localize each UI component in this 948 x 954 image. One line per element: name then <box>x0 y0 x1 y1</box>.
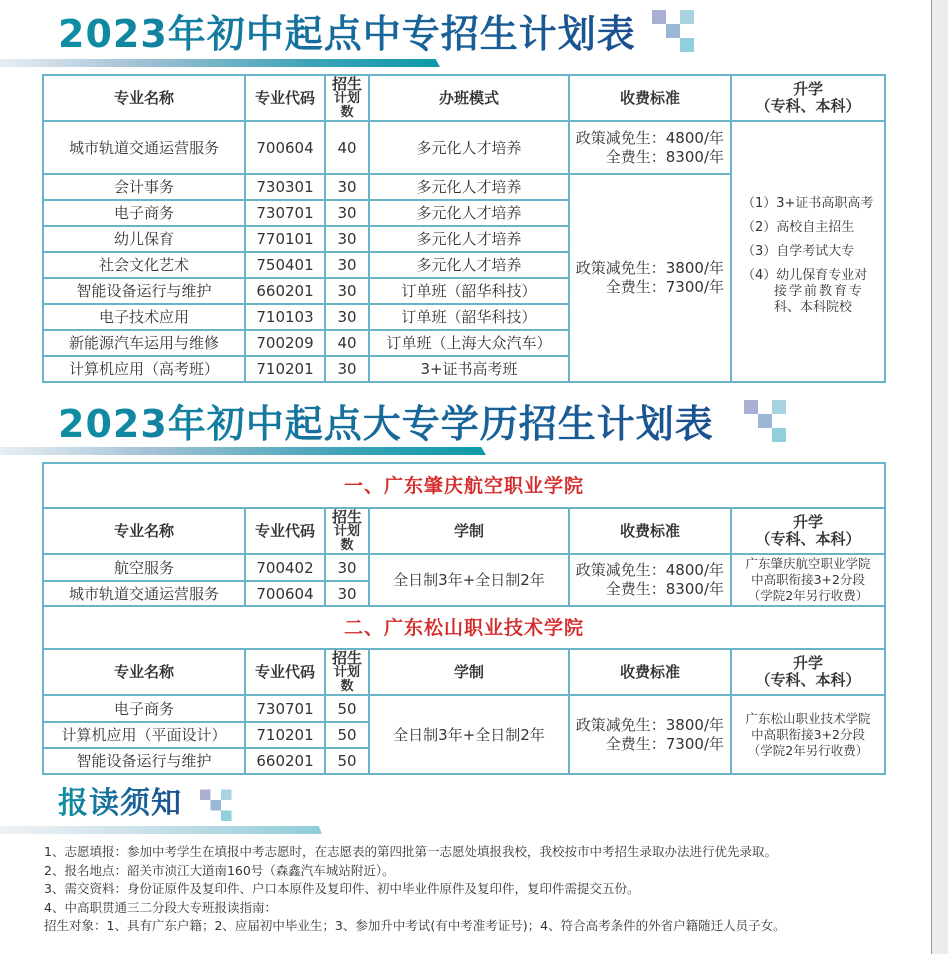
note-item: 1、志愿填报：参加中考学生在填报中考志愿时，在志愿表的第四批第一志愿处填报我校，我校按市中考招生录取办法进行优先录取。 <box>44 844 777 859</box>
table-row <box>43 695 885 722</box>
header-study-system: 学制 <box>369 649 569 695</box>
viewer-margin <box>933 0 948 954</box>
major-code: 710201 <box>245 722 325 748</box>
secondary-plan-table <box>42 74 886 383</box>
major-name: 计算机应用（平面设计） <box>43 722 245 748</box>
enroll-count: 30 <box>325 304 369 330</box>
note-item: 2、报名地点：韶关市浈江大道南160号（森鑫汽车城站附近）。 <box>44 862 395 878</box>
school-name: 二、广东松山职业技术学院 <box>43 606 885 649</box>
header-advancement: 升学 （专科、本科） <box>731 649 885 695</box>
enrollment-notes <box>44 843 786 936</box>
enroll-count: 30 <box>325 278 369 304</box>
major-code: 700604 <box>245 581 325 606</box>
title-underline-bar <box>0 447 486 455</box>
major-code: 700209 <box>245 330 325 356</box>
table-header-row <box>43 75 885 121</box>
title-underline-bar <box>0 59 440 67</box>
major-code: 730701 <box>245 695 325 722</box>
header-fee: 收费标准 <box>569 75 731 121</box>
major-name: 电子技术应用 <box>43 304 245 330</box>
major-name: 幼儿保育 <box>43 226 245 252</box>
major-name: 智能设备运行与维护 <box>43 748 245 774</box>
section3-title: 报读须知 <box>58 786 182 821</box>
college-plan-table <box>42 462 886 775</box>
decorative-squares-icon <box>200 788 236 824</box>
major-name: 航空服务 <box>43 554 245 581</box>
header-major-name: 专业名称 <box>43 508 245 554</box>
header-major-name: 专业名称 <box>43 649 245 695</box>
class-mode: 多元化人才培养 <box>369 252 569 278</box>
major-name: 社会文化艺术 <box>43 252 245 278</box>
advancement-info: 广东松山职业技术学院 中高职衔接3+2分段 （学院2年另行收费） <box>731 695 885 774</box>
study-system: 全日制3年+全日制2年 <box>369 695 569 774</box>
major-code: 700604 <box>245 121 325 174</box>
class-mode: 订单班（韶华科技） <box>369 278 569 304</box>
enroll-count: 30 <box>325 554 369 581</box>
header-enroll-count: 招生 计划数 <box>325 649 369 695</box>
table-row <box>43 554 885 581</box>
study-system: 全日制3年+全日制2年 <box>369 554 569 606</box>
major-code: 730701 <box>245 200 325 226</box>
enroll-count: 40 <box>325 330 369 356</box>
enroll-count: 30 <box>325 252 369 278</box>
major-name: 电子商务 <box>43 200 245 226</box>
fee-standard: 政策减免生：4800/年 全费生：8300/年 <box>569 121 731 174</box>
table-header-row <box>43 508 885 554</box>
advancement-paths: （1）3+证书高职高考 （2）高校自主招生 （3）自学考试大专 （4）幼儿保育专业对 接学前教育专 科、本科院校 <box>731 121 885 382</box>
fee-standard: 政策减免生：3800/年 全费生：7300/年 <box>569 695 731 774</box>
enroll-count: 50 <box>325 748 369 774</box>
decorative-squares-icon <box>652 8 700 56</box>
advancement-info: 广东肇庆航空职业学院 中高职衔接3+2分段 （学院2年另行收费） <box>731 554 885 606</box>
major-code: 700402 <box>245 554 325 581</box>
major-code: 710103 <box>245 304 325 330</box>
class-mode: 订单班（韶华科技） <box>369 304 569 330</box>
header-fee: 收费标准 <box>569 508 731 554</box>
major-name: 城市轨道交通运营服务 <box>43 581 245 606</box>
table-row <box>43 121 885 174</box>
major-name: 电子商务 <box>43 695 245 722</box>
school-name: 一、广东肇庆航空职业学院 <box>43 463 885 508</box>
note-item: 3、需交资料：身份证原件及复印件、户口本原件及复印件、初中毕业件原件及复印件，复印件需提交五份。 <box>44 881 640 896</box>
major-code: 660201 <box>245 748 325 774</box>
fee-standard: 政策减免生：4800/年 全费生：8300/年 <box>569 554 731 606</box>
class-mode: 多元化人才培养 <box>369 226 569 252</box>
section2-title: 2023年初中起点大专学历招生计划表 <box>58 402 714 446</box>
header-major-code: 专业代码 <box>245 508 325 554</box>
major-name: 会计事务 <box>43 174 245 200</box>
header-enroll-count: 招生 计划数 <box>325 508 369 554</box>
enroll-count: 30 <box>325 200 369 226</box>
major-name: 城市轨道交通运营服务 <box>43 121 245 174</box>
fee-standard: 政策减免生：3800/年 全费生：7300/年 <box>569 174 731 382</box>
header-enroll-count: 招生 计划数 <box>325 75 369 121</box>
class-mode: 3+证书高考班 <box>369 356 569 382</box>
note-item: 4、中高职贯通三二分段大专班报读指南： <box>44 899 277 915</box>
major-name: 智能设备运行与维护 <box>43 278 245 304</box>
header-fee: 收费标准 <box>569 649 731 695</box>
major-code: 660201 <box>245 278 325 304</box>
table-header-row <box>43 649 885 695</box>
class-mode: 订单班（上海大众汽车） <box>369 330 569 356</box>
header-major-code: 专业代码 <box>245 649 325 695</box>
note-item: 招生对象：1、具有广东户籍；2、应届初中毕业生；3、参加升中考试(有中考准考证号)；4、符合高考条件的外省户籍随迁人员子女。 <box>44 918 786 933</box>
section1-title: 2023年初中起点中专招生计划表 <box>58 12 636 56</box>
major-code: 750401 <box>245 252 325 278</box>
title-underline-bar <box>0 826 322 834</box>
major-name: 新能源汽车运用与维修 <box>43 330 245 356</box>
enroll-count: 50 <box>325 722 369 748</box>
class-mode: 多元化人才培养 <box>369 174 569 200</box>
enroll-count: 30 <box>325 581 369 606</box>
enroll-count: 30 <box>325 356 369 382</box>
header-study-system: 学制 <box>369 508 569 554</box>
header-advancement: 升学 （专科、本科） <box>731 75 885 121</box>
class-mode: 多元化人才培养 <box>369 121 569 174</box>
decorative-squares-icon <box>744 398 792 446</box>
enroll-count: 30 <box>325 226 369 252</box>
enroll-count: 50 <box>325 695 369 722</box>
header-advancement: 升学 （专科、本科） <box>731 508 885 554</box>
major-code: 710201 <box>245 356 325 382</box>
school-row <box>43 463 885 508</box>
major-code: 730301 <box>245 174 325 200</box>
header-class-mode: 办班模式 <box>369 75 569 121</box>
header-major-code: 专业代码 <box>245 75 325 121</box>
major-name: 计算机应用（高考班） <box>43 356 245 382</box>
enroll-count: 40 <box>325 121 369 174</box>
class-mode: 多元化人才培养 <box>369 200 569 226</box>
enroll-count: 30 <box>325 174 369 200</box>
header-major-name: 专业名称 <box>43 75 245 121</box>
school-row <box>43 606 885 649</box>
major-code: 770101 <box>245 226 325 252</box>
